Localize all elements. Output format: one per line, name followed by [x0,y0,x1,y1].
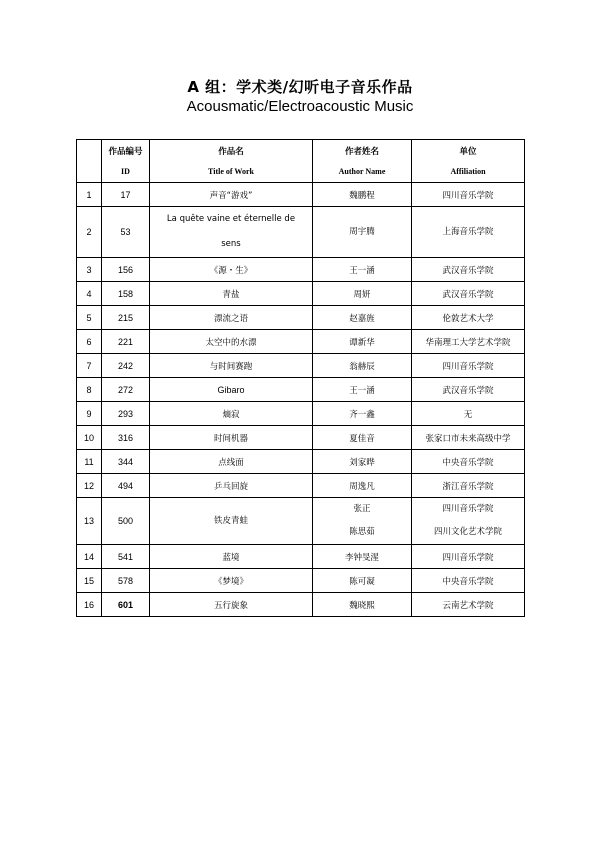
row-number: 7 [77,354,102,378]
row-number: 15 [77,569,102,593]
affiliation: 上海音乐学院 [412,207,525,258]
work-id: 215 [102,306,150,330]
affiliation: 无 [412,402,525,426]
table-row [77,354,525,378]
affiliation: 浙江音乐学院 [412,474,525,498]
work-title: 《梦境》 [150,569,313,593]
affiliation: 四川音乐学院 [412,354,525,378]
header-row-chinese [77,140,525,162]
affiliation: 伦敦艺术大学 [412,306,525,330]
row-number: 6 [77,330,102,354]
author-name: 李钟旻湦 [313,545,412,569]
table-row [77,545,525,569]
table-row [77,378,525,402]
table-row [77,593,525,617]
header-author-cn: 作者姓名 [313,140,412,162]
row-number: 2 [77,207,102,258]
author-name: 周逸凡 [313,474,412,498]
header-id-cn: 作品编号 [102,140,150,162]
author-names [313,498,412,545]
affiliation: 云南艺术学院 [412,593,525,617]
row-number: 1 [77,183,102,207]
row-number: 4 [77,282,102,306]
table-row [77,282,525,306]
work-id: 53 [102,207,150,258]
author-name: 翁赫辰 [313,354,412,378]
header-index-en [77,161,102,183]
table-row [77,402,525,426]
page-title-chinese: A 组：学术类/幻听电子音乐作品 [187,78,413,96]
work-title: La quête vaine et éternelle de sens [150,207,313,258]
table-row [77,258,525,282]
row-number: 11 [77,450,102,474]
table-row [77,330,525,354]
row-number: 14 [77,545,102,569]
header-title-en: Title of Work [150,161,313,183]
affiliation: 张家口市未来高级中学 [412,426,525,450]
row-number: 3 [77,258,102,282]
work-title: 时间机器 [150,426,313,450]
work-id: 316 [102,426,150,450]
row-number: 9 [77,402,102,426]
row-number: 12 [77,474,102,498]
work-id: 541 [102,545,150,569]
table-row [77,474,525,498]
table-row [77,207,525,258]
work-id: 601 [102,593,150,617]
work-title: 铁皮青蛙 [150,498,313,545]
work-title: 与时间赛跑 [150,354,313,378]
work-id: 158 [102,282,150,306]
work-id: 500 [102,498,150,545]
row-number: 10 [77,426,102,450]
work-title: 青盐 [150,282,313,306]
table-row [77,306,525,330]
author-name: 王一涵 [313,378,412,402]
author-name: 刘家晔 [313,450,412,474]
table-row [77,498,525,545]
work-title: 声音“游戏” [150,183,313,207]
affiliation: 四川音乐学院 [442,504,494,514]
work-id: 293 [102,402,150,426]
author-name-second: 陈思茹 [349,527,375,537]
author-name: 陈可凝 [313,569,412,593]
row-number: 8 [77,378,102,402]
header-row-english [77,161,525,183]
work-title: 五行旋象 [150,593,313,617]
affiliation: 武汉音乐学院 [412,378,525,402]
work-title: 熵寂 [150,402,313,426]
work-title: Gibaro [150,378,313,402]
work-title: 点线面 [150,450,313,474]
work-title: 《源・生》 [150,258,313,282]
table-row [77,569,525,593]
author-name: 谭新华 [313,330,412,354]
row-number: 16 [77,593,102,617]
affiliation: 中央音乐学院 [412,569,525,593]
header-index [77,140,102,162]
row-number: 13 [77,498,102,545]
affiliation: 四川音乐学院 [412,183,525,207]
row-number: 5 [77,306,102,330]
table-row [77,183,525,207]
header-affiliation-cn: 单位 [412,140,525,162]
author-name: 张正 [353,504,371,514]
work-title: 乒乓回旋 [150,474,313,498]
results-table [76,139,525,617]
affiliation: 武汉音乐学院 [412,258,525,282]
affiliations [412,498,525,545]
author-name: 魏晓熙 [313,593,412,617]
work-id: 156 [102,258,150,282]
work-title: 太空中的水漂 [150,330,313,354]
author-name: 王一涵 [313,258,412,282]
work-id: 494 [102,474,150,498]
affiliation: 中央音乐学院 [412,450,525,474]
header-affiliation-en: Affiliation [412,161,525,183]
work-title: 蓝境 [150,545,313,569]
header-title-cn: 作品名 [150,140,313,162]
affiliation-second: 四川文化艺术学院 [433,527,502,537]
table-row [77,426,525,450]
work-id: 344 [102,450,150,474]
author-name: 齐一鑫 [313,402,412,426]
header-author-en: Author Name [313,161,412,183]
author-name: 夏佳音 [313,426,412,450]
author-name: 魏鹏程 [313,183,412,207]
work-id: 221 [102,330,150,354]
page-title-english: Acousmatic/Electroacoustic Music [186,98,414,115]
affiliation: 四川音乐学院 [412,545,525,569]
work-id: 272 [102,378,150,402]
table-row [77,450,525,474]
affiliation: 华南理工大学艺术学院 [412,330,525,354]
work-id: 578 [102,569,150,593]
author-name: 周妍 [313,282,412,306]
affiliation: 武汉音乐学院 [412,282,525,306]
work-id: 242 [102,354,150,378]
author-name: 周宇腾 [313,207,412,258]
work-id: 17 [102,183,150,207]
work-title: 漂流之语 [150,306,313,330]
header-id-en: ID [102,161,150,183]
author-name: 赵嘉旌 [313,306,412,330]
